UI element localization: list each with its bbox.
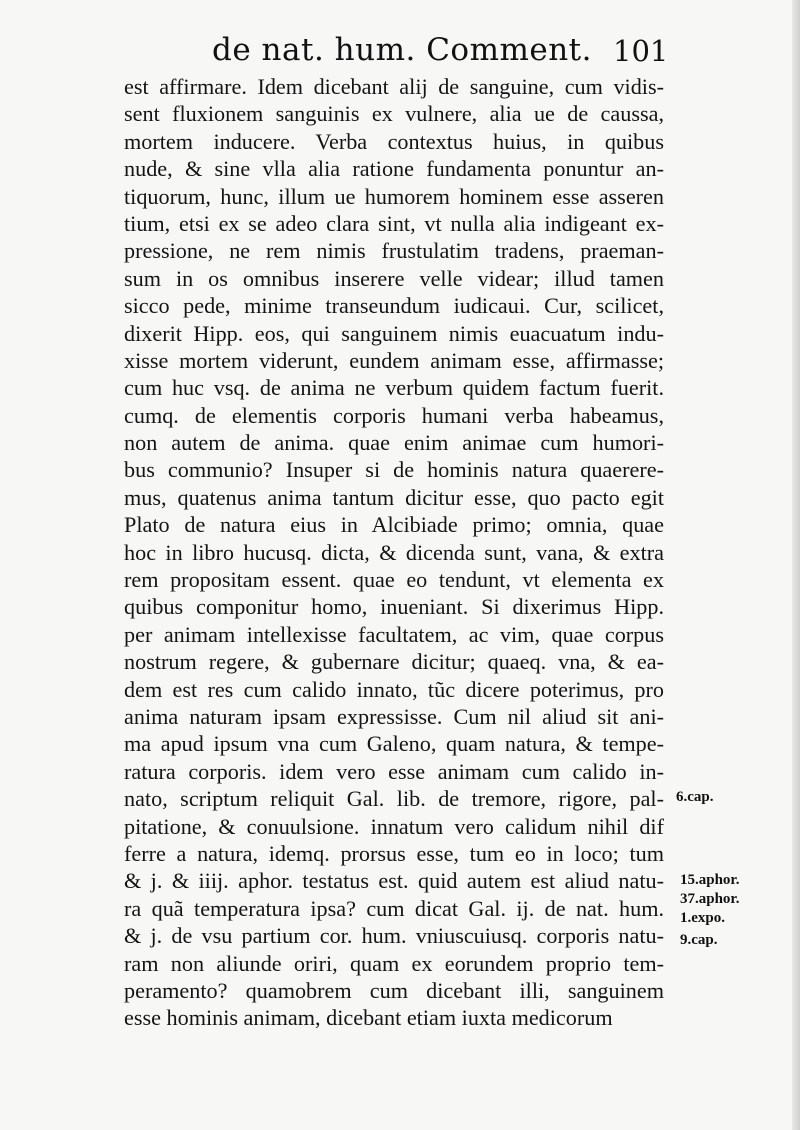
text-line: hoc in libro hucusq. dicta, & dicenda sunt, vana, & extra bbox=[124, 539, 664, 565]
text-line: ra quã temperatura ipsa? cum dicat Gal. ij. de nat. hum. bbox=[124, 895, 664, 921]
text-line: quibus componitur homo, inueniant. Si dixerimus Hipp. bbox=[124, 594, 664, 620]
running-title: de nat. hum. Comment. bbox=[212, 32, 592, 68]
text-line: cumq. de elementis corporis humani verba habeamus, bbox=[124, 402, 664, 428]
page-edge bbox=[792, 0, 800, 1130]
text-line: tium, etsi ex se adeo clara sint, vt nulla alia indigeant ex- bbox=[124, 210, 664, 236]
margin-notes bbox=[676, 0, 786, 1130]
margin-note: 6.cap. bbox=[676, 789, 714, 806]
text-line: per animam intellexisse facultatem, ac vim, quae corpus bbox=[124, 621, 664, 647]
margin-note: 1.expo. bbox=[680, 909, 725, 926]
text-line: esse hominis animam, dicebant etiam iuxta medicorum bbox=[124, 1005, 613, 1031]
text-line: anima naturam ipsam expressisse. Cum nil aliud sit ani- bbox=[124, 703, 664, 729]
text-line: ferre a natura, idemq. prorsus esse, tum eo in loco; tum bbox=[124, 840, 664, 866]
text-line: pitatione, & conuulsione. innatum vero calidum nihil dif bbox=[124, 813, 664, 839]
text-line: mus, quatenus anima tantum dicitur esse, quo pacto egit bbox=[124, 484, 664, 510]
text-line: cum huc vsq. de anima ne verbum quidem factum fuerit. bbox=[124, 375, 664, 401]
text-line: xisse mortem viderunt, eundem animam esse, affirmasse; bbox=[124, 347, 664, 373]
text-line: pressione, ne rem nimis frustulatim tradens, praeman- bbox=[124, 238, 664, 264]
text-line: nostrum regere, & gubernare dicitur; quaeq. vna, & ea- bbox=[124, 649, 664, 675]
text-line: nato, scriptum reliquit Gal. lib. de tremore, rigore, pal- bbox=[124, 786, 664, 812]
text-line: sum in os omnibus inserere velle videar; illud tamen bbox=[124, 265, 664, 291]
text-line: ma apud ipsum vna cum Galeno, quam natura, & tempe- bbox=[124, 731, 664, 757]
text-line: sent fluxionem sanguinis ex vulnere, alia ue de caussa, bbox=[124, 101, 664, 127]
margin-note: 9.cap. bbox=[680, 931, 718, 948]
text-line: peramento? quamobrem cum dicebant illi, sanguinem bbox=[124, 977, 664, 1003]
text-line: ratura corporis. idem vero esse animam cum calido in- bbox=[124, 758, 664, 784]
text-line: rem propositam essent. quae eo tendunt, vt elementa ex bbox=[124, 567, 664, 593]
margin-note: 15.aphor. bbox=[680, 871, 740, 888]
margin-note: 37.aphor. bbox=[680, 890, 740, 907]
text-line: non autem de anima. quae enim animae cum humori- bbox=[124, 430, 664, 456]
text-line: tiquorum, hunc, illum ue humorem hominem esse asseren bbox=[124, 183, 664, 209]
text-line: dem est res cum calido innato, tũc dicere poterimus, pro bbox=[124, 676, 664, 702]
body-text bbox=[124, 73, 664, 1032]
text-line: dixerit Hipp. eos, qui sanguinem nimis euacuatum indu- bbox=[124, 320, 664, 346]
text-line: ram non aliunde oriri, quam ex eorundem proprio tem- bbox=[124, 950, 664, 976]
text-line: Plato de natura eius in Alcibiade primo; omnia, quae bbox=[124, 512, 664, 538]
text-line: est affirmare. Idem dicebant alij de sanguine, cum vidis- bbox=[124, 74, 664, 99]
text-line: bus communio? Insuper si de hominis natura quaerere- bbox=[124, 457, 664, 483]
text-line: & j. de vsu partium cor. hum. vniuscuiusq. corporis natu- bbox=[124, 923, 664, 949]
text-line: & j. & iiij. aphor. testatus est. quid autem est aliud natu- bbox=[124, 868, 664, 894]
text-line: mortem inducere. Verba contextus huius, in quibus bbox=[124, 128, 664, 154]
text-line: sicco pede, minime transeundum iudicaui. Cur, scilicet, bbox=[124, 293, 664, 319]
text-line: nude, & sine vlla alia ratione fundamenta ponuntur an- bbox=[124, 156, 664, 182]
page-number: 101 bbox=[613, 34, 669, 68]
